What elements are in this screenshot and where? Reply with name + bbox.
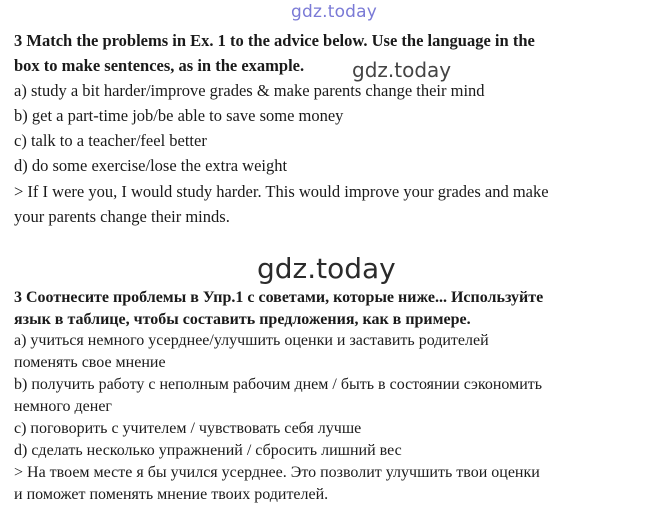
russian-item-c: c) поговорить с учителем / чувствовать себя лучше — [14, 420, 362, 437]
english-heading-line2: box to make sentences, as in the example. — [14, 56, 305, 75]
russian-item-d: d) сделать несколько упражнений / сбросить лишний вес — [14, 442, 402, 459]
russian-item-a-line2: поменять свое мнение — [14, 354, 166, 371]
watermark-top: gdz.today — [291, 2, 378, 22]
english-example-line1: > If I were you, I would study harder. This would improve your grades and make — [14, 182, 549, 201]
english-item-a: a) study a bit harder/improve grades & make parents change their mind — [14, 81, 485, 100]
english-item-b: b) get a part-time job/be able to save some money — [14, 106, 344, 125]
english-item-c: c) talk to a teacher/feel better — [14, 131, 207, 150]
english-example-line2: your parents change their minds. — [14, 207, 230, 226]
watermark-inline: gdz.today — [352, 58, 452, 82]
russian-example-line1: > На твоем месте я бы учился усерднее. Это позволит улучшить твои оценки — [14, 464, 540, 481]
english-item-d: d) do some exercise/lose the extra weight — [14, 156, 288, 175]
russian-item-a-line1: а) учиться немного усерднее/улучшить оценки и заставить родителей — [14, 332, 489, 349]
english-heading-line1: 3 Match the problems in Ex. 1 to the advice below. Use the language in the — [14, 31, 535, 50]
russian-item-b-line2: немного денег — [14, 398, 112, 415]
russian-item-b-line1: b) получить работу с неполным рабочим днем / быть в состоянии сэкономить — [14, 376, 543, 393]
watermark-middle: gdz.today — [257, 252, 396, 285]
russian-example-line2: и поможет поменять мнение твоих родителей. — [14, 486, 329, 503]
russian-heading-line2: язык в таблице, чтобы составить предложения, как в примере. — [14, 311, 471, 328]
russian-heading-line1: 3 Соотнесите проблемы в Упр.1 с советами, которые ниже... Используйте — [14, 289, 544, 306]
